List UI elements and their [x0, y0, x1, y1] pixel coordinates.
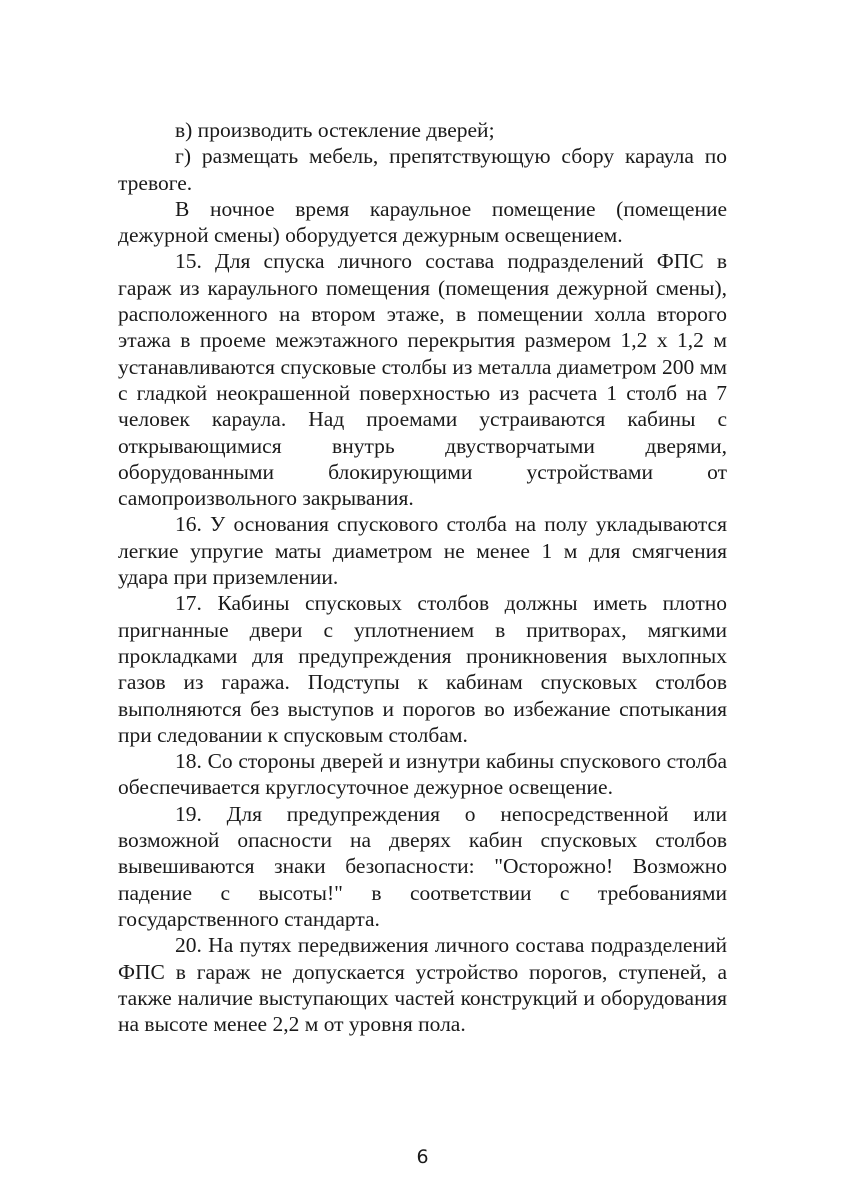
paragraph-16: 16. У основания спускового столба на полу укладываются легкие упругие маты диаметром не менее 1 м для смягчения удара при приземлении.	[118, 512, 727, 590]
paragraph-15: 15. Для спуска личного состава подразделений ФПС в гараж из караульного помещения (помещения дежурной смены), расположенного на втором этаже, в помещении холла второго этажа в проеме межэтажного перекрытия размером 1,2 х 1,2 м устанавливаются спусковые столбы из металла диаметром 200 мм с гладкой неокрашенной поверхностью из расчета 1 столб на 7 человек караула. Над проемами устраиваются кабины с открывающимися внутрь двустворчатыми дверями, оборудованными блокирующими устройствами от самопроизвольного закрывания.	[118, 249, 727, 511]
paragraph-20: 20. На путях передвижения личного состава подразделений ФПС в гараж не допускается устройство порогов, ступеней, а также наличие выступающих частей конструкций и оборудования на высоте менее 2,2 м от уровня пола.	[118, 933, 727, 1037]
paragraph-item-g: г) размещать мебель, препятствующую сбору караула по тревоге.	[118, 144, 727, 195]
paragraph-17: 17. Кабины спусковых столбов должны иметь плотно пригнанные двери с уплотнением в притворах, мягкими прокладками для предупреждения проникновения выхлопных газов из гаража. Подступы к кабинам спусковых столбов выполняются без выступов и порогов во избежание спотыкания при следовании к спусковым столбам.	[118, 591, 727, 747]
document-body	[118, 117, 727, 1037]
page-number: 6	[416, 1146, 429, 1168]
paragraph-19: 19. Для предупреждения о непосредственной или возможной опасности на дверях кабин спусковых столбов вывешиваются знаки безопасности: "Осторожно! Возможно падение с высоты!" в соответствии с требованиями государственного стандарта.	[118, 801, 727, 931]
paragraph-night-lighting: В ночное время караульное помещение (помещение дежурной смены) оборудуется дежурным освещением.	[118, 196, 727, 248]
paragraph-18: 18. Со стороны дверей и изнутри кабины спускового столба обеспечивается круглосуточное дежурное освещение.	[118, 749, 727, 800]
paragraph-item-v: в) производить остекление дверей;	[175, 118, 495, 142]
